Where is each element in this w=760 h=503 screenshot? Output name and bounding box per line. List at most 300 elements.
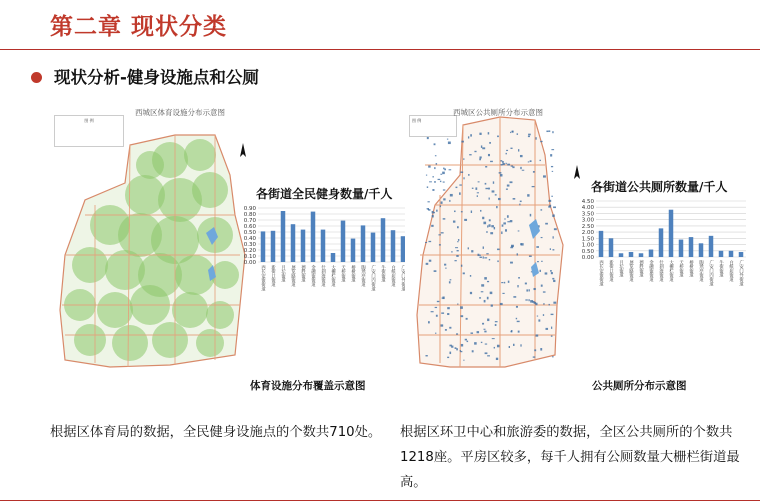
toilet-point (428, 201, 430, 202)
toilet-point (443, 181, 445, 182)
toilet-point (533, 171, 535, 173)
toilet-point (520, 155, 523, 157)
toilet-point (447, 357, 449, 358)
toilet-point (457, 241, 458, 242)
toilet-point (551, 335, 553, 336)
toilet-point (552, 171, 553, 172)
toilet-point (506, 189, 508, 190)
toilet-point (449, 345, 451, 347)
toilet-point (471, 211, 472, 213)
toilet-bar-chart (572, 195, 750, 293)
x-tick-label: 白纸坊街道 (728, 260, 734, 282)
fitness-chart (236, 200, 412, 295)
toilet-point (467, 341, 469, 342)
toilet-point (538, 319, 540, 321)
toilet-point (449, 200, 450, 202)
toilet-point (435, 333, 436, 334)
toilet-point (455, 247, 458, 248)
x-tick-label: 德胜街道 (638, 260, 644, 278)
toilet-point (536, 334, 539, 336)
legend-title: 图 例 (84, 118, 94, 123)
toilet-point (518, 277, 520, 279)
toilet-point (428, 321, 430, 323)
toilet-point (551, 272, 553, 274)
toilet-point (543, 175, 546, 177)
toilet-point (456, 255, 458, 257)
toilet-point (472, 350, 474, 352)
toilet-point (504, 218, 505, 219)
toilet-point (552, 356, 554, 357)
chapter-title: 第二章 现状分类 (50, 14, 228, 40)
toilet-point (460, 171, 463, 172)
toilet-description: 根据区环卫中心和旅游委的数据，全区公共厕所的个数共1218座。平房区较多，每千人拥有公厕数量大栅栏街道最高。 (400, 425, 740, 490)
toilet-point (489, 142, 491, 144)
y-tick-label: 2.50 (581, 223, 594, 230)
toilet-point (447, 313, 449, 315)
bar (391, 230, 396, 262)
toilet-point (509, 346, 510, 348)
toilet-point (511, 131, 513, 133)
toilet-point (540, 270, 541, 272)
toilet-map-label: 公共厕所分布示意图 (592, 380, 687, 392)
toilet-point (456, 333, 458, 334)
toilet-point (441, 324, 444, 326)
toilet-point (482, 217, 484, 219)
toilet-point (454, 260, 456, 261)
toilet-point (485, 343, 487, 344)
toilet-point (463, 272, 465, 274)
toilet-point (426, 263, 429, 265)
bar (609, 238, 614, 257)
toilet-point (552, 131, 553, 133)
toilet-point (541, 285, 543, 287)
toilet-point (548, 200, 551, 202)
bar (709, 236, 714, 257)
toilet-point (431, 225, 433, 227)
toilet-point (483, 329, 485, 330)
toilet-point (479, 297, 481, 298)
toilet-point (477, 192, 479, 193)
x-tick-label: 金融街街道 (648, 260, 654, 282)
toilet-point (494, 347, 495, 349)
toilet-point (528, 136, 530, 137)
toilet-point (440, 205, 441, 207)
toilet-chart (572, 195, 750, 293)
toilet-point (550, 270, 552, 272)
fitness-bar-chart (236, 200, 412, 295)
toilet-point (455, 347, 457, 349)
toilet-point (501, 231, 502, 234)
toilet-point (540, 141, 542, 142)
toilet-point (474, 342, 477, 344)
toilet-point (487, 355, 490, 356)
toilet-point (455, 187, 457, 188)
toilet-point (440, 174, 442, 175)
toilet-point (540, 209, 542, 210)
toilet-point (533, 356, 536, 357)
toilet-point (428, 241, 431, 242)
toilet-point (436, 210, 437, 212)
toilet-point (444, 264, 446, 266)
bar (261, 231, 266, 262)
toilet-point (496, 206, 497, 208)
toilet-point (458, 239, 459, 241)
toilet-point (507, 221, 510, 222)
toilet-point (425, 242, 427, 243)
toilet-point (501, 164, 503, 165)
y-tick-label: 0.10 (243, 254, 256, 260)
y-tick-label: 3.00 (581, 217, 594, 224)
toilet-point (477, 331, 480, 333)
toilet-point (517, 133, 518, 135)
y-tick-label: 0.50 (581, 248, 594, 255)
toilet-point (484, 277, 487, 279)
y-tick-label: 3.50 (581, 211, 594, 218)
toilet-point (520, 167, 521, 169)
toilet-point (477, 195, 478, 197)
x-tick-label: 天桥街道 (340, 265, 346, 283)
toilet-point (433, 212, 435, 213)
y-tick-label: 0.50 (243, 230, 256, 236)
toilet-point (551, 149, 554, 150)
toilet-point (438, 234, 441, 235)
toilet-point (526, 289, 528, 291)
toilet-point (513, 198, 516, 200)
toilet-point (510, 331, 512, 332)
x-tick-label: 西长安街街道 (260, 265, 266, 291)
bar (381, 218, 386, 262)
toilet-point (436, 163, 437, 165)
toilet-point (506, 150, 508, 151)
toilet-point (439, 244, 441, 245)
toilet-point (485, 188, 488, 189)
toilet-point (492, 190, 495, 192)
toilet-point (502, 161, 504, 163)
toilet-point (468, 247, 469, 249)
x-tick-label: 广安门外街道 (400, 265, 406, 291)
toilet-point (477, 254, 479, 256)
toilet-point (518, 230, 520, 231)
toilet-point (481, 145, 482, 147)
toilet-point (440, 181, 441, 182)
bar (669, 210, 674, 257)
toilet-point (457, 250, 459, 251)
toilet-point (497, 136, 499, 138)
sports-map-title: 西城区体育设施分布示意图 (135, 108, 225, 117)
y-tick-label: 0.40 (243, 236, 256, 242)
toilet-point (493, 181, 494, 183)
toilet-point (460, 306, 463, 309)
toilet-point (484, 300, 486, 302)
toilet-point (465, 339, 467, 341)
toilet-point (552, 278, 554, 280)
toilet-point (525, 299, 527, 300)
toilet-point (428, 166, 430, 168)
toilet-point (502, 293, 504, 294)
toilet-point (481, 291, 484, 292)
toilet-point (551, 327, 552, 329)
toilet-point (427, 186, 428, 188)
toilet-point (508, 281, 510, 283)
toilet-point (534, 349, 536, 351)
toilet-point (490, 161, 493, 162)
toilet-point (506, 163, 507, 164)
toilet-point (513, 344, 515, 346)
toilet-map-title: 西城区公共厕所分布示意图 (453, 108, 543, 117)
toilet-point (487, 319, 489, 321)
toilet-point (488, 154, 490, 156)
toilet-point (482, 147, 485, 149)
toilet-point (520, 344, 521, 346)
toilet-point (427, 137, 429, 139)
toilet-point (434, 270, 437, 272)
toilet-point (534, 302, 536, 304)
toilet-point (513, 296, 516, 298)
toilet-point (460, 315, 463, 317)
toilet-point (459, 192, 461, 194)
toilet-point (485, 166, 487, 167)
toilet-point (486, 231, 488, 232)
bar (371, 233, 376, 262)
toilet-point (530, 160, 532, 162)
bullet-icon (31, 72, 42, 83)
x-tick-label: 德胜街道 (300, 265, 306, 283)
toilet-point (518, 331, 520, 333)
toilet-point (550, 248, 551, 250)
bar (281, 211, 286, 262)
toilet-point (487, 281, 489, 282)
toilet-point (521, 243, 524, 245)
x-tick-label: 天桥街道 (678, 260, 684, 278)
x-tick-label: 陶然亭街道 (698, 260, 704, 282)
toilet-point (528, 289, 529, 291)
toilet-point (448, 142, 451, 145)
toilet-point (545, 328, 548, 330)
toilet-point (461, 141, 464, 143)
toilet-point (525, 283, 527, 285)
x-tick-label: 什刹海街道 (658, 260, 664, 282)
toilet-point (553, 206, 556, 208)
toilet-point (471, 332, 474, 333)
bar (291, 224, 296, 262)
toilet-point (450, 279, 452, 280)
toilet-point (445, 268, 446, 269)
toilet-point (426, 175, 427, 176)
x-tick-label: 新街口街道 (270, 265, 276, 287)
toilet-point (443, 168, 444, 170)
toilet-point (502, 224, 504, 226)
toilet-point (545, 272, 548, 274)
toilet-point (491, 304, 493, 306)
x-tick-label: 广安门外街道 (738, 260, 744, 286)
x-tick-label: 月坛街道 (618, 260, 624, 278)
toilet-point (545, 223, 548, 225)
bar (629, 252, 634, 257)
toilet-point (484, 331, 486, 333)
header-divider (0, 49, 760, 50)
toilet-point (548, 130, 550, 132)
toilet-point (537, 261, 539, 262)
toilet-point (434, 143, 436, 145)
x-tick-label: 白纸坊街道 (390, 265, 396, 287)
toilet-point (441, 232, 444, 233)
y-tick-label: 0.60 (243, 224, 256, 230)
toilet-point (431, 311, 434, 312)
toilet-point (509, 181, 512, 183)
toilet-point (551, 196, 552, 197)
toilet-point (541, 237, 543, 238)
toilet-point (546, 131, 548, 132)
toilet-point (551, 166, 553, 167)
toilet-point (443, 218, 446, 219)
y-tick-label: 0.00 (581, 255, 594, 261)
toilet-point (537, 316, 538, 317)
toilet-point (510, 262, 513, 264)
toilet-point (489, 259, 490, 260)
x-tick-label: 月坛街道 (280, 265, 286, 283)
toilet-point (461, 211, 463, 212)
x-tick-label: 展览路街道 (628, 260, 634, 282)
toilet-point (533, 288, 535, 290)
toilet-point (464, 219, 467, 221)
toilet-point (489, 198, 490, 200)
toilet-point (434, 167, 435, 169)
y-tick-label: 0.90 (243, 206, 256, 212)
bar (321, 230, 326, 262)
toilet-point (489, 224, 491, 227)
toilet-point (510, 132, 511, 133)
toilet-map (405, 105, 587, 395)
y-tick-label: 0.70 (243, 218, 256, 224)
toilet-point (551, 314, 554, 315)
toilet-point (540, 160, 541, 161)
toilet-point (478, 181, 480, 182)
toilet-point (505, 229, 507, 231)
toilet-point (434, 181, 435, 183)
toilet-point (470, 292, 472, 294)
toilet-point (459, 184, 462, 185)
toilet-map-graphic (405, 105, 587, 395)
x-tick-label: 牛街街道 (380, 265, 386, 283)
toilet-point (507, 164, 510, 166)
toilet-point (483, 222, 486, 225)
toilet-point (528, 134, 531, 136)
toilet-point (481, 284, 484, 286)
toilet-point (543, 314, 544, 316)
toilet-point (517, 285, 518, 287)
toilet-point (470, 134, 472, 136)
toilet-point (517, 253, 518, 255)
toilet-point (497, 345, 500, 348)
toilet-point (553, 280, 555, 282)
toilet-point (529, 256, 532, 257)
toilet-point (483, 246, 484, 248)
toilet-point (475, 187, 477, 189)
y-tick-label: 1.50 (581, 236, 594, 243)
toilet-point (472, 188, 474, 189)
toilet-point (479, 255, 481, 256)
toilet-point (457, 304, 458, 305)
toilet-point (543, 303, 544, 304)
toilet-point (530, 214, 531, 217)
toilet-point (483, 256, 484, 258)
toilet-point (429, 181, 432, 182)
toilet-point (522, 170, 524, 171)
bar (699, 243, 704, 257)
toilet-point (535, 137, 536, 139)
toilet-point (480, 210, 481, 212)
toilet-point (474, 151, 476, 152)
toilet-chart-title: 各街道公共厕所数量/千人 (591, 180, 728, 194)
toilet-point (438, 179, 441, 180)
toilet-point (543, 291, 546, 292)
toilet-point (468, 136, 469, 138)
toilet-point (486, 253, 488, 254)
toilet-point (436, 315, 438, 317)
toilet-point (497, 260, 498, 262)
toilet-point (552, 249, 554, 250)
toilet-point (460, 351, 462, 352)
toilet-point (517, 321, 520, 322)
bar (619, 253, 624, 257)
toilet-point (463, 158, 464, 159)
toilet-point (520, 201, 522, 202)
toilet-point (554, 228, 557, 230)
toilet-point (479, 156, 481, 158)
toilet-point (540, 348, 542, 351)
y-tick-label: 2.00 (581, 230, 594, 237)
toilet-point (461, 265, 462, 267)
x-tick-label: 西长安街街道 (598, 260, 604, 286)
sports-map-legend (54, 115, 124, 147)
toilet-point (451, 251, 453, 252)
toilet-point (425, 355, 427, 356)
toilet-point (516, 318, 517, 319)
toilet-point (466, 318, 468, 320)
x-tick-label: 新街口街道 (608, 260, 614, 282)
toilet-point (495, 321, 498, 322)
toilet-point (442, 297, 444, 300)
toilet-point (530, 300, 533, 303)
toilet-point (479, 133, 481, 135)
toilet-point (511, 246, 513, 247)
toilet-point (461, 344, 463, 347)
x-tick-label: 陶然亭街道 (360, 265, 366, 287)
toilet-point (471, 250, 473, 252)
toilet-point (488, 132, 490, 134)
legend-title: 图 例 (412, 118, 422, 123)
toilet-point (553, 302, 556, 304)
bar (719, 251, 724, 257)
y-tick-label: 4.50 (581, 199, 594, 205)
bar (351, 239, 356, 262)
toilet-point (492, 338, 495, 339)
toilet-point (518, 149, 519, 151)
toilet-point (527, 194, 529, 196)
toilet-point (456, 348, 458, 350)
toilet-point (454, 211, 456, 213)
y-tick-label: 0.20 (243, 248, 256, 254)
toilet-point (510, 148, 512, 149)
toilet-point (497, 249, 500, 251)
y-tick-label: 0.00 (243, 260, 256, 266)
toilet-point (482, 323, 484, 325)
toilet-point (553, 236, 554, 238)
x-tick-label: 椿树街道 (688, 260, 694, 278)
toilet-point (528, 161, 529, 162)
section-title: 现状分析-健身设施点和公厕 (54, 68, 259, 87)
toilet-point (443, 189, 445, 190)
